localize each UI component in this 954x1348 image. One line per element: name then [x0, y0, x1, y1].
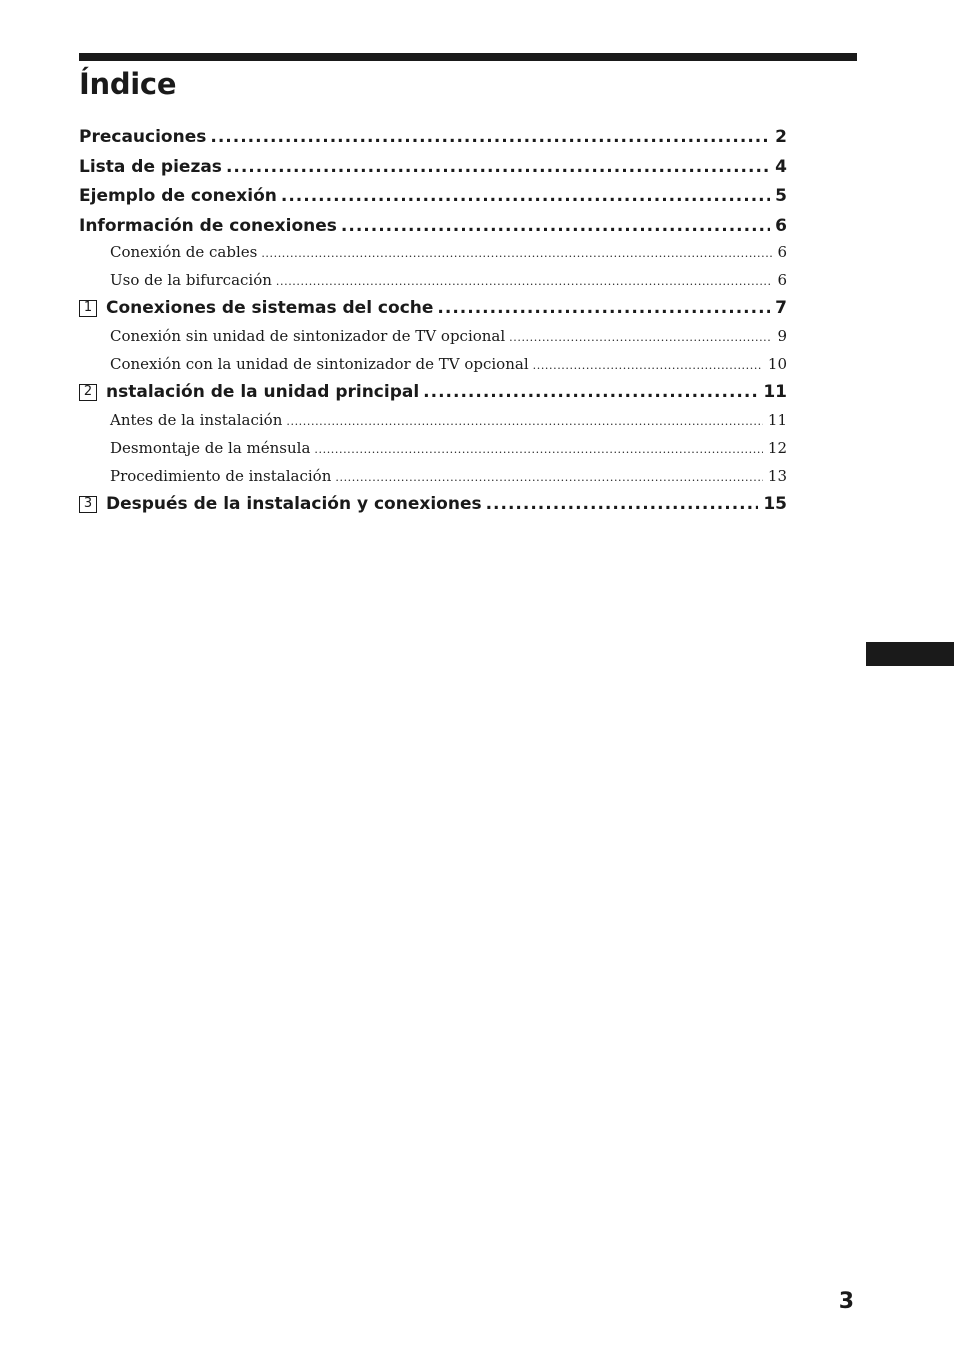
- dot-leader: [261, 240, 772, 266]
- toc-subentry-uso-de-la-bifurcacion[interactable]: [79, 266, 787, 294]
- toc-entry-label: Ejemplo de conexión: [79, 186, 277, 206]
- toc-entry-label: Después de la instalación y conexiones: [106, 494, 482, 514]
- toc-entry-page: 11: [767, 411, 787, 429]
- dot-leader: [437, 294, 770, 322]
- toc-subentry-antes-de-la-instalacion[interactable]: [79, 406, 787, 434]
- toc-entry-label: nstalación de la unidad principal: [106, 382, 420, 402]
- dot-leader: [341, 209, 770, 239]
- toc-subentry-conexion-con-sintonizador[interactable]: [79, 350, 787, 378]
- dot-leader: [486, 490, 759, 518]
- toc-entry-despues-de-la-instalacion[interactable]: [79, 490, 787, 518]
- dot-leader: [533, 352, 763, 378]
- toc-entry-page: 4: [775, 156, 787, 177]
- toc-entry-page: 6: [775, 215, 787, 236]
- toc-subentry-desmontaje-de-la-mensula[interactable]: [79, 434, 787, 462]
- dot-leader: [281, 179, 770, 209]
- toc-entry-label: Información de conexiones: [79, 215, 337, 236]
- toc-entry-conexiones-de-sistemas-del-coche[interactable]: [79, 294, 787, 322]
- toc-entry-label: Conexiones de sistemas del coche: [106, 298, 434, 318]
- table-of-contents: [79, 120, 787, 518]
- toc-entry-ejemplo-de-conexion[interactable]: [79, 179, 787, 209]
- page-number: 3: [838, 1289, 854, 1314]
- toc-entry-label: Uso de la bifurcación: [110, 271, 272, 289]
- toc-entry-page: 9: [777, 327, 787, 345]
- section-thumb-tab: [866, 642, 954, 666]
- toc-entry-page: 11: [763, 382, 787, 402]
- toc-entry-label: Precauciones: [79, 127, 207, 147]
- toc-entry-label: Lista de piezas: [79, 156, 222, 177]
- toc-entry-label: Conexión sin unidad de sintonizador de TV opcional: [110, 327, 506, 345]
- toc-entry-page: 2: [775, 127, 787, 147]
- top-rule: [79, 53, 857, 61]
- toc-entry-page: 15: [763, 494, 787, 514]
- toc-entry-informacion-de-conexiones[interactable]: [79, 209, 787, 239]
- toc-entry-precauciones[interactable]: [79, 120, 787, 150]
- dot-leader: [276, 268, 773, 294]
- dot-leader: [335, 464, 763, 490]
- toc-entry-lista-de-piezas[interactable]: [79, 150, 787, 180]
- toc-entry-page: 10: [767, 355, 787, 373]
- dot-leader: [423, 378, 758, 406]
- toc-entry-label: Desmontaje de la ménsula: [110, 439, 311, 457]
- toc-entry-instalacion-unidad-principal[interactable]: [79, 378, 787, 406]
- dot-leader: [286, 408, 763, 434]
- dot-leader: [210, 120, 770, 150]
- toc-subentry-procedimiento-de-instalacion[interactable]: [79, 462, 787, 490]
- toc-subentry-conexion-sin-sintonizador[interactable]: [79, 322, 787, 350]
- section-number-box: 2: [79, 384, 97, 401]
- toc-entry-page: 6: [777, 243, 787, 261]
- toc-entry-page: 6: [777, 271, 787, 289]
- page-title: Índice: [79, 67, 177, 101]
- toc-entry-page: 7: [775, 298, 787, 318]
- dot-leader: [509, 324, 772, 350]
- toc-entry-label: Procedimiento de instalación: [110, 467, 332, 485]
- toc-entry-label: Antes de la instalación: [110, 411, 283, 429]
- section-number-box: 3: [79, 496, 97, 513]
- toc-entry-page: 12: [767, 439, 787, 457]
- toc-entry-page: 13: [767, 467, 787, 485]
- toc-subentry-conexion-de-cables[interactable]: [79, 238, 787, 266]
- dot-leader: [314, 436, 763, 462]
- dot-leader: [226, 150, 770, 180]
- toc-entry-page: 5: [775, 186, 787, 206]
- toc-entry-label: Conexión de cables: [110, 243, 258, 261]
- toc-entry-label: Conexión con la unidad de sintonizador de TV opcional: [110, 355, 529, 373]
- section-number-box: 1: [79, 300, 97, 317]
